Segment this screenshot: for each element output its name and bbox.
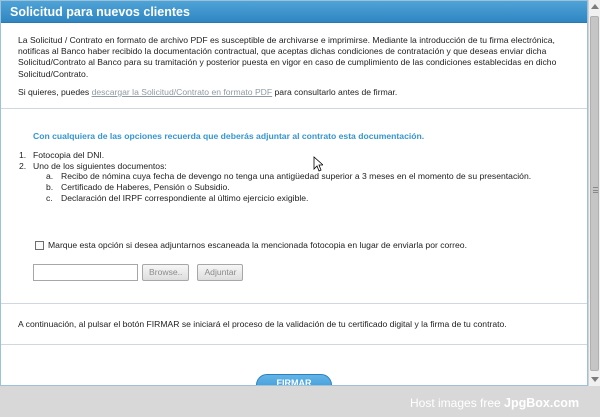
- sign-button[interactable]: FIRMAR: [256, 374, 332, 386]
- intro-text: La Solicitud / Contrato en formato de archivo PDF es susceptible de archivarse e imprimirse. Mediante la introducción de tu firma electrónica, notificas al Banco haber recibido la documentación contractual, que aceptas dichas condiciones de contratación y que deseas enviar dicha Solicitud/Contrato al Banco para su tramitación y posterior puesta en vigor en caso de cumplimiento de las condiciones establecidas en dicho Solicitud/Contrato.: [18, 35, 557, 79]
- list-item-number: 2.: [19, 160, 27, 171]
- mouse-cursor-icon: [313, 156, 323, 172]
- scroll-down-arrow-icon[interactable]: [591, 377, 599, 382]
- sub-item-letter: c.: [46, 192, 53, 203]
- scan-option-checkbox[interactable]: [35, 241, 44, 250]
- documents-notice: Con cualquiera de las opciones recuerda que deberás adjuntar al contrato esta documentación.: [33, 131, 425, 141]
- watermark: [410, 396, 579, 410]
- vertical-scrollbar[interactable]: [588, 0, 600, 386]
- attach-button[interactable]: Adjuntar: [197, 264, 243, 281]
- list-item-text: Uno de los siguientes documentos:: [33, 160, 167, 171]
- sub-item-letter: b.: [46, 182, 54, 193]
- scan-option: [35, 240, 467, 250]
- footer-section: [1, 304, 588, 345]
- sub-item-text: Recibo de nómina cuya fecha de devengo no tenga una antigüedad superior a 3 meses en el momento de su presentación.: [61, 171, 532, 182]
- file-upload-row: [33, 264, 243, 281]
- list-item-text: Fotocopia del DNI.: [33, 150, 105, 160]
- browse-button[interactable]: Browse..: [142, 264, 189, 281]
- scrollbar-thumb[interactable]: [590, 16, 599, 371]
- download-line: [18, 87, 563, 98]
- sub-list-item: [19, 171, 559, 182]
- scroll-up-arrow-icon[interactable]: [591, 4, 599, 9]
- dialog-title: Solicitud para nuevos clientes: [10, 5, 190, 19]
- sub-item-text: Declaración del IRPF correspondiente al último ejercicio exigible.: [61, 192, 309, 203]
- sub-item-text: Certificado de Haberes, Pensión o Subsidio.: [61, 182, 230, 193]
- download-prefix: Si quieres, puedes: [18, 87, 92, 97]
- footer-text: A continuación, al pulsar el botón FIRMAR se iniciará el proceso de la validación de tu certificado digital y la firma de tu contrato.: [18, 319, 507, 329]
- scan-option-label: Marque esta opción si desea adjuntarnos escaneada la mencionada fotocopia en lugar de enviarla por correo.: [48, 240, 467, 250]
- dialog-titlebar: [1, 1, 588, 23]
- list-item-number: 1.: [19, 150, 27, 160]
- documents-section: [1, 109, 588, 304]
- grip-icon: [593, 187, 598, 193]
- list-item: [19, 161, 559, 172]
- intro-section: [1, 24, 588, 109]
- list-item: [19, 150, 559, 161]
- sub-list-item: [19, 193, 559, 204]
- sub-list-item: [19, 182, 559, 193]
- watermark-prefix: Host images free: [410, 396, 505, 410]
- file-path-input[interactable]: [33, 264, 138, 281]
- download-pdf-link[interactable]: descargar la Solicitud/Contrato en formato PDF: [91, 87, 273, 97]
- download-suffix: para consultarlo antes de firmar.: [272, 87, 398, 97]
- watermark-brand: JpgBox.com: [504, 396, 580, 410]
- sub-item-letter: a.: [46, 171, 54, 182]
- documents-list: [19, 150, 559, 204]
